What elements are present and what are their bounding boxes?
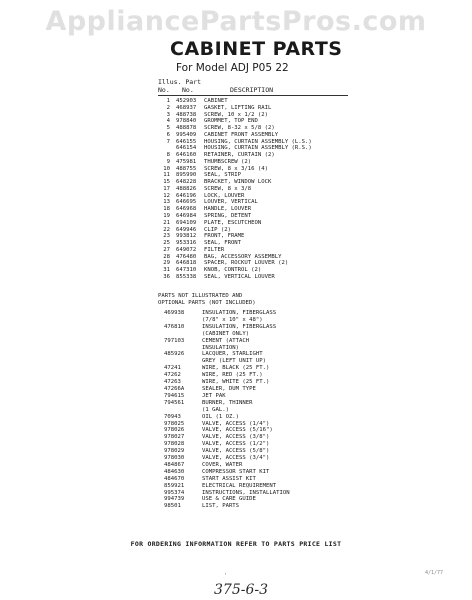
list-item bbox=[158, 118, 358, 125]
illus-number: 4 bbox=[166, 118, 170, 125]
part-number: 978030 bbox=[164, 455, 185, 462]
part-description: SEAL, STRIP bbox=[204, 172, 242, 179]
part-description: WIRE, BLACK (25 FT.) bbox=[202, 365, 270, 372]
part-number: 646695 bbox=[176, 199, 197, 206]
part-description: LACQUER, STARLIGHT bbox=[202, 351, 263, 358]
part-number: 646160 bbox=[176, 152, 197, 159]
illus-number: 28 bbox=[163, 253, 170, 260]
list-item bbox=[158, 172, 358, 179]
part-number: 648228 bbox=[176, 179, 197, 186]
list-item bbox=[158, 503, 358, 510]
illus-number: 21 bbox=[163, 219, 170, 226]
list-item bbox=[158, 166, 358, 173]
part-number: 794561 bbox=[164, 399, 185, 406]
part-number: 993812 bbox=[176, 233, 197, 240]
site-watermark: AppliancePartsPros.com bbox=[45, 6, 427, 37]
list-item bbox=[158, 393, 358, 400]
part-description: SEAL, FRONT bbox=[204, 240, 242, 247]
page-mark: ' bbox=[224, 573, 228, 579]
part-description: GASKET, LIFTING RAIL bbox=[204, 104, 272, 111]
list-item bbox=[158, 193, 358, 200]
part-number: 995409 bbox=[176, 131, 197, 138]
part-description: SCREW, 8 x 3/8 bbox=[204, 185, 252, 192]
page-title: CABINET PARTS bbox=[170, 38, 343, 60]
part-number: 476810 bbox=[164, 323, 185, 330]
illus-number: 18 bbox=[163, 206, 170, 213]
list-item bbox=[158, 247, 358, 254]
part-description: USE & CARE GUIDE bbox=[202, 496, 256, 503]
part-number: 646155 bbox=[176, 138, 197, 145]
list-item bbox=[158, 220, 358, 227]
part-number: 649072 bbox=[176, 246, 197, 253]
list-item bbox=[158, 386, 358, 393]
part-description: INSULATION, FIBERGLASS bbox=[202, 323, 277, 330]
part-description: (CABINET ONLY) bbox=[202, 330, 250, 337]
part-description: INSTRUCTIONS, INSTALLATION bbox=[202, 489, 290, 496]
part-number: 797103 bbox=[164, 337, 185, 344]
part-description: SPRING, DETENT bbox=[204, 213, 252, 220]
part-number: 476480 bbox=[176, 253, 197, 260]
list-item bbox=[158, 414, 358, 421]
part-description: LOCK, LOUVER bbox=[204, 192, 245, 199]
list-item bbox=[158, 421, 358, 428]
part-number: 978026 bbox=[164, 427, 185, 434]
part-number: 895990 bbox=[176, 172, 197, 179]
list-item bbox=[158, 483, 358, 490]
part-number: 694109 bbox=[176, 219, 197, 226]
part-number: 855338 bbox=[176, 273, 197, 280]
part-number: 47266A bbox=[164, 385, 185, 392]
list-item bbox=[158, 206, 358, 213]
part-number: 859921 bbox=[164, 482, 185, 489]
part-description: CEMENT (ATTACH bbox=[202, 337, 250, 344]
column-header-description: DESCRIPTION bbox=[230, 86, 274, 94]
illus-number: 11 bbox=[163, 172, 170, 179]
list-item bbox=[158, 462, 358, 469]
part-description: COVER, WATER bbox=[202, 461, 243, 468]
part-description: THUMBSCREW (2) bbox=[204, 158, 252, 165]
part-description: WIRE, RED (25 FT.) bbox=[202, 372, 263, 379]
list-item bbox=[158, 441, 358, 448]
part-description: CABINET FRONT ASSEMBLY bbox=[204, 131, 279, 138]
part-description: LIST, PARTS bbox=[202, 503, 240, 510]
part-description: HOUSING, CURTAIN ASSEMBLY (L.S.) bbox=[204, 138, 312, 145]
part-description: VALVE, ACCESS (3/8") bbox=[202, 434, 270, 441]
part-number: 47263 bbox=[164, 379, 181, 386]
part-description: INSULATION) bbox=[202, 344, 240, 351]
column-header-part-no: No. bbox=[182, 86, 194, 94]
illus-number: 8 bbox=[166, 152, 170, 159]
part-number: 646968 bbox=[176, 206, 197, 213]
list-item bbox=[158, 240, 358, 247]
part-description: INSULATION, FIBERGLASS bbox=[202, 310, 277, 316]
illus-number: 23 bbox=[163, 233, 170, 240]
part-description: JET PAK bbox=[202, 392, 226, 399]
part-number: 468937 bbox=[176, 104, 197, 111]
part-number: 475981 bbox=[176, 158, 197, 165]
illus-number: 17 bbox=[163, 185, 170, 192]
part-number: 469938 bbox=[164, 310, 185, 316]
handwritten-code: 375-6-3 bbox=[214, 582, 268, 598]
part-description: VALVE, ACCESS (1/4") bbox=[202, 420, 270, 427]
list-item bbox=[158, 448, 358, 455]
list-item bbox=[158, 105, 358, 112]
list-item bbox=[158, 496, 358, 503]
list-item bbox=[158, 186, 358, 193]
ordering-info-footer: FOR ORDERING INFORMATION REFER TO PARTS PRICE LIST bbox=[130, 540, 342, 548]
part-description: FILTER bbox=[204, 246, 225, 253]
part-number: 978028 bbox=[164, 441, 185, 448]
part-description: VALVE, ACCESS (1/2") bbox=[202, 441, 270, 448]
list-item bbox=[158, 434, 358, 441]
part-description: VALVE, ACCESS (3/4") bbox=[202, 455, 270, 462]
illus-number: 19 bbox=[163, 213, 170, 220]
illus-number: 22 bbox=[163, 226, 170, 233]
illus-number: 13 bbox=[163, 199, 170, 206]
list-item bbox=[158, 490, 358, 497]
illus-number: 7 bbox=[166, 138, 170, 145]
part-number: 98501 bbox=[164, 503, 181, 510]
part-number: 646196 bbox=[176, 192, 197, 199]
list-item bbox=[158, 145, 358, 152]
illus-number: 10 bbox=[163, 165, 170, 172]
part-number: 649946 bbox=[176, 226, 197, 233]
list-item bbox=[158, 455, 358, 462]
part-number: 978027 bbox=[164, 434, 185, 441]
part-description: SCREW, 8 x 3/16 (4) bbox=[204, 165, 268, 172]
part-number: 488755 bbox=[176, 165, 197, 172]
part-number: 47262 bbox=[164, 372, 181, 379]
list-item bbox=[158, 125, 358, 132]
part-description: GREY (LEFT UNIT UP) bbox=[202, 358, 266, 365]
optional-header-line-2: OPTIONAL PARTS (NOT INCLUDED) bbox=[158, 300, 256, 306]
list-item bbox=[158, 112, 358, 119]
part-description: START ASSIST KIT bbox=[202, 475, 256, 482]
list-item bbox=[158, 400, 358, 414]
list-item bbox=[158, 379, 358, 386]
model-subtitle: For Model ADJ P05 22 bbox=[176, 62, 289, 74]
list-item bbox=[158, 98, 358, 105]
list-item bbox=[158, 351, 358, 365]
list-item bbox=[158, 260, 358, 267]
list-item bbox=[158, 365, 358, 372]
part-description: FRONT, FRAME bbox=[204, 233, 245, 240]
part-description: CABINET bbox=[204, 98, 228, 104]
part-description: BAG, ACCESSORY ASSEMBLY bbox=[204, 253, 282, 260]
part-description: SEAL, VERTICAL LOUVER bbox=[204, 273, 275, 280]
part-number: 452903 bbox=[176, 98, 197, 104]
illus-number: 2 bbox=[166, 104, 170, 111]
part-description: GROMMET, TOP END bbox=[204, 118, 258, 125]
illus-number: 9 bbox=[166, 158, 170, 165]
part-number: 994739 bbox=[164, 496, 185, 503]
list-item bbox=[158, 139, 358, 146]
part-number: 70943 bbox=[164, 413, 181, 420]
list-item bbox=[158, 267, 358, 274]
illus-number: 1 bbox=[166, 98, 170, 104]
part-description: CLIP (2) bbox=[204, 226, 231, 233]
part-number: 484630 bbox=[164, 468, 185, 475]
illus-number: 29 bbox=[163, 260, 170, 267]
illus-number: 5 bbox=[166, 125, 170, 132]
part-description: WIRE, WHITE (25 FT.) bbox=[202, 379, 270, 386]
part-description: (1 GAL.) bbox=[202, 406, 229, 413]
part-number: 47241 bbox=[164, 365, 181, 372]
part-description: LOUVER, VERTICAL bbox=[204, 199, 258, 206]
list-item bbox=[158, 132, 358, 139]
part-number: 488878 bbox=[176, 125, 197, 132]
part-number: 647310 bbox=[176, 267, 197, 274]
list-item bbox=[158, 227, 358, 234]
part-number: 978840 bbox=[176, 118, 197, 125]
part-description: HANDLE, LOUVER bbox=[204, 206, 252, 213]
list-item bbox=[158, 179, 358, 186]
list-item bbox=[158, 254, 358, 261]
illus-number: 3 bbox=[166, 111, 170, 118]
list-item bbox=[158, 427, 358, 434]
illus-number: 27 bbox=[163, 246, 170, 253]
part-number: 484670 bbox=[164, 475, 185, 482]
list-item bbox=[158, 310, 358, 324]
corner-mark: 4/1/77 bbox=[425, 570, 444, 576]
part-number: 488738 bbox=[176, 111, 197, 118]
illus-number: 25 bbox=[163, 240, 170, 247]
illus-number: 6 bbox=[166, 131, 170, 138]
optional-parts-header bbox=[158, 293, 256, 307]
list-item bbox=[158, 152, 358, 159]
list-item bbox=[158, 469, 358, 476]
optional-header-line-1: PARTS NOT ILLUSTRATED AND bbox=[158, 293, 243, 299]
part-description: KNOB, CONTROL (2) bbox=[204, 267, 262, 274]
column-header-no: No. bbox=[158, 86, 170, 94]
part-description: BRACKET, WINDOW LOCK bbox=[204, 179, 272, 186]
part-description: SCREW, 8-32 x 5/8 (2) bbox=[204, 125, 275, 132]
header-divider bbox=[158, 95, 348, 96]
part-number: 978029 bbox=[164, 448, 185, 455]
part-description: SPACER, ROCKUT LOUVER (2) bbox=[204, 260, 289, 267]
list-item bbox=[158, 372, 358, 379]
list-item bbox=[158, 476, 358, 483]
part-number: 978025 bbox=[164, 420, 185, 427]
optional-parts-list bbox=[158, 310, 358, 510]
part-description: PLATE, ESCUTCHEON bbox=[204, 219, 262, 226]
part-number: 484867 bbox=[164, 461, 185, 468]
illus-number: 15 bbox=[163, 179, 170, 186]
parts-list bbox=[158, 98, 358, 281]
list-item bbox=[158, 159, 358, 166]
list-item bbox=[158, 324, 358, 338]
part-description: SEALER, DUM TYPE bbox=[202, 385, 256, 392]
part-number: 488826 bbox=[176, 185, 197, 192]
part-description: VALVE, ACCESS (5/16") bbox=[202, 427, 273, 434]
part-number: 794615 bbox=[164, 392, 185, 399]
part-number: 485926 bbox=[164, 351, 185, 358]
part-description: VALVE, ACCESS (5/8") bbox=[202, 448, 270, 455]
illus-number: 31 bbox=[163, 267, 170, 274]
part-description: SCREW, 10 x 1/2 (2) bbox=[204, 111, 268, 118]
part-description: BURNER, THINNER bbox=[202, 399, 253, 406]
list-item bbox=[158, 199, 358, 206]
part-description: (7/8" x 10" x 48") bbox=[202, 316, 263, 323]
part-description: ELECTRICAL REQUIREMENT bbox=[202, 482, 277, 489]
part-number: 646984 bbox=[176, 213, 197, 220]
part-description: HOUSING, CURTAIN ASSEMBLY (R.S.) bbox=[204, 145, 312, 152]
column-header-illus: Illus. Part bbox=[158, 78, 202, 86]
part-number: 953316 bbox=[176, 240, 197, 247]
part-description: OIL (1 OZ.) bbox=[202, 413, 240, 420]
list-item bbox=[158, 233, 358, 240]
part-number: 995374 bbox=[164, 489, 185, 496]
illus-number: 12 bbox=[163, 192, 170, 199]
part-description: COMPRESSOR START KIT bbox=[202, 468, 270, 475]
part-number: 646154 bbox=[176, 145, 197, 152]
part-number: 646818 bbox=[176, 260, 197, 267]
part-description: RETAINER, CURTAIN (2) bbox=[204, 152, 275, 159]
list-item bbox=[158, 338, 358, 352]
list-item bbox=[158, 213, 358, 220]
list-item bbox=[158, 274, 358, 281]
illus-number: 36 bbox=[163, 273, 170, 280]
